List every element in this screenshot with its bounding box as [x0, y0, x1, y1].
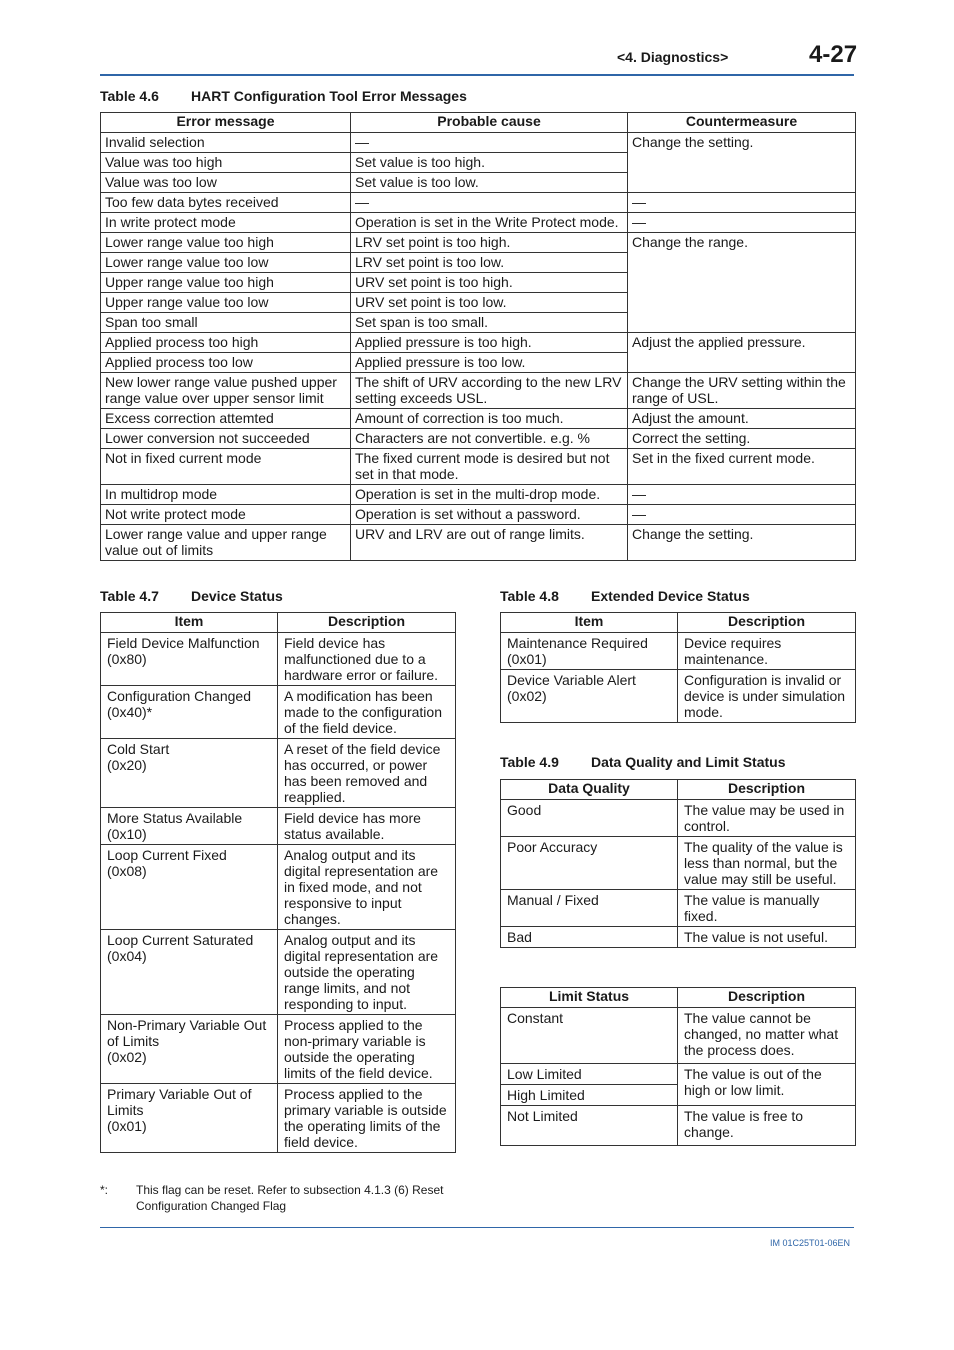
description: The value may be used in control.	[678, 800, 856, 837]
probable-cause: Applied pressure is too high.	[351, 333, 628, 353]
table-row	[101, 808, 456, 845]
table-row	[101, 233, 856, 253]
col-data-quality: Data Quality	[501, 780, 678, 800]
item: More Status Available (0x10)	[101, 808, 278, 845]
table-4-6-caption	[100, 88, 467, 104]
description: Field device has more status available.	[278, 808, 456, 845]
table-row	[501, 927, 856, 948]
error-message: Lower range value and upper range value out of limits	[101, 525, 351, 561]
table-4-7-caption	[100, 588, 283, 604]
table-4-8-caption	[500, 588, 750, 604]
data-quality: Bad	[501, 927, 678, 948]
countermeasure: Adjust the amount.	[628, 409, 856, 429]
limit-status: High Limited	[501, 1085, 678, 1106]
table-row	[101, 193, 856, 213]
description: The value cannot be changed, no matter what the process does.	[678, 1008, 856, 1064]
extended-device-status-table	[500, 612, 856, 723]
error-message: Lower range value too high	[101, 233, 351, 253]
table-row	[101, 213, 856, 233]
table-row	[101, 845, 456, 930]
table-row	[101, 739, 456, 808]
table-row	[501, 1064, 856, 1085]
table-title: Device Status	[191, 588, 283, 604]
item: Loop Current Fixed (0x08)	[101, 845, 278, 930]
countermeasure: Change the setting.	[628, 133, 856, 193]
description: A reset of the field device has occurred, or power has been removed and reapplied.	[278, 739, 456, 808]
description: Device requires maintenance.	[678, 633, 856, 670]
footnote-text: This flag can be reset. Refer to subsection 4.1.3 (6) Reset Configuration Changed Flag	[136, 1183, 444, 1213]
table-row	[501, 670, 856, 723]
col-item: Item	[501, 613, 678, 633]
item: Configuration Changed (0x40)*	[101, 686, 278, 739]
col-description: Description	[678, 988, 856, 1008]
table-title: Data Quality and Limit Status	[591, 754, 786, 770]
table-number: Table 4.6	[100, 88, 159, 104]
footnote-mark: *:	[100, 1183, 109, 1197]
table-row	[101, 1015, 456, 1084]
table-row	[501, 1008, 856, 1064]
description: A modification has been made to the configuration of the field device.	[278, 686, 456, 739]
col-limit-status: Limit Status	[501, 988, 678, 1008]
probable-cause: The fixed current mode is desired but not set in that mode.	[351, 449, 628, 485]
item: Device Variable Alert (0x02)	[501, 670, 678, 723]
header-rule	[100, 74, 854, 76]
probable-cause: URV and LRV are out of range limits.	[351, 525, 628, 561]
data-quality: Manual / Fixed	[501, 890, 678, 927]
col-item: Item	[101, 613, 278, 633]
limit-status: Not Limited	[501, 1106, 678, 1146]
table-row	[101, 429, 856, 449]
error-message: Applied process too low	[101, 353, 351, 373]
limit-status-table	[500, 987, 856, 1146]
error-message: Applied process too high	[101, 333, 351, 353]
description: The value is out of the high or low limit.	[678, 1064, 856, 1106]
countermeasure: Change the range.	[628, 233, 856, 333]
table-number: Table 4.8	[500, 588, 559, 604]
error-message: New lower range value pushed upper range value over upper sensor limit	[101, 373, 351, 409]
item: Maintenance Required (0x01)	[501, 633, 678, 670]
description: The value is free to change.	[678, 1106, 856, 1146]
error-message: Not write protect mode	[101, 505, 351, 525]
item: Primary Variable Out of Limits (0x01)	[101, 1084, 278, 1153]
table-row	[101, 930, 456, 1015]
item: Loop Current Saturated (0x04)	[101, 930, 278, 1015]
limit-status: Constant	[501, 1008, 678, 1064]
col-description: Description	[678, 780, 856, 800]
error-message: Not in fixed current mode	[101, 449, 351, 485]
description: Process applied to the non-primary variable is outside the operating limits of the field device.	[278, 1015, 456, 1084]
countermeasure: Set in the fixed current mode.	[628, 449, 856, 485]
item: Non-Primary Variable Out of Limits (0x02)	[101, 1015, 278, 1084]
countermeasure: Change the URV setting within the range of USL.	[628, 373, 856, 409]
table-row	[501, 1106, 856, 1146]
description: The value is not useful.	[678, 927, 856, 948]
probable-cause: Set value is too low.	[351, 173, 628, 193]
error-message: Value was too low	[101, 173, 351, 193]
probable-cause: The shift of URV according to the new LRV setting exceeds USL.	[351, 373, 628, 409]
table-row	[101, 505, 856, 525]
section-title: <4. Diagnostics>	[617, 49, 729, 65]
data-quality: Poor Accuracy	[501, 837, 678, 890]
countermeasure: —	[628, 485, 856, 505]
probable-cause: LRV set point is too low.	[351, 253, 628, 273]
table-row	[101, 633, 456, 686]
description: The quality of the value is less than normal, but the value may still be useful.	[678, 837, 856, 890]
table-row	[101, 133, 856, 153]
table-title: HART Configuration Tool Error Messages	[191, 88, 467, 104]
probable-cause: Operation is set without a password.	[351, 505, 628, 525]
error-message: Lower range value too low	[101, 253, 351, 273]
probable-cause: Operation is set in the multi-drop mode.	[351, 485, 628, 505]
description: Analog output and its digital representation are in fixed mode, and not responsive to input changes.	[278, 845, 456, 930]
table-row	[501, 800, 856, 837]
probable-cause: Operation is set in the Write Protect mode.	[351, 213, 628, 233]
col-countermeasure: Countermeasure	[628, 113, 856, 133]
col-probable-cause: Probable cause	[351, 113, 628, 133]
hart-error-table	[100, 112, 856, 561]
data-quality: Good	[501, 800, 678, 837]
table-row	[101, 525, 856, 561]
device-status-table	[100, 612, 456, 1153]
error-message: Invalid selection	[101, 133, 351, 153]
table-row	[101, 485, 856, 505]
description: The value is manually fixed.	[678, 890, 856, 927]
table-row	[101, 333, 856, 353]
document-id: IM 01C25T01-06EN	[770, 1238, 851, 1248]
error-message: Excess correction attemted	[101, 409, 351, 429]
countermeasure: —	[628, 193, 856, 213]
error-message: Span too small	[101, 313, 351, 333]
col-error-message: Error message	[101, 113, 351, 133]
countermeasure: Change the setting.	[628, 525, 856, 561]
countermeasure: Adjust the applied pressure.	[628, 333, 856, 373]
probable-cause: Set span is too small.	[351, 313, 628, 333]
table-row	[101, 449, 856, 485]
item: Cold Start (0x20)	[101, 739, 278, 808]
table-row	[501, 837, 856, 890]
table-4-9-caption	[500, 754, 785, 770]
countermeasure: Correct the setting.	[628, 429, 856, 449]
error-message: In write protect mode	[101, 213, 351, 233]
probable-cause: URV set point is too low.	[351, 293, 628, 313]
error-message: Upper range value too low	[101, 293, 351, 313]
table-row	[501, 633, 856, 670]
table-number: Table 4.9	[500, 754, 559, 770]
table-row	[101, 373, 856, 409]
description: Configuration is invalid or device is under simulation mode.	[678, 670, 856, 723]
description: Process applied to the primary variable is outside the operating limits of the field device.	[278, 1084, 456, 1153]
probable-cause: —	[351, 133, 628, 153]
error-message: In multidrop mode	[101, 485, 351, 505]
table-number: Table 4.7	[100, 588, 159, 604]
description: Field device has malfunctioned due to a hardware error or failure.	[278, 633, 456, 686]
probable-cause: Set value is too high.	[351, 153, 628, 173]
limit-status: Low Limited	[501, 1064, 678, 1085]
item: Field Device Malfunction (0x80)	[101, 633, 278, 686]
error-message: Too few data bytes received	[101, 193, 351, 213]
error-message: Value was too high	[101, 153, 351, 173]
probable-cause: Characters are not convertible. e.g. %	[351, 429, 628, 449]
probable-cause: Applied pressure is too low.	[351, 353, 628, 373]
table-row	[501, 890, 856, 927]
countermeasure: —	[628, 505, 856, 525]
error-message: Upper range value too high	[101, 273, 351, 293]
probable-cause: URV set point is too high.	[351, 273, 628, 293]
page-number: 4-27	[809, 41, 858, 68]
error-message: Lower conversion not succeeded	[101, 429, 351, 449]
table-row	[101, 1084, 456, 1153]
footer-rule	[100, 1227, 854, 1228]
probable-cause: —	[351, 193, 628, 213]
table-row	[101, 686, 456, 739]
col-description: Description	[678, 613, 856, 633]
probable-cause: Amount of correction is too much.	[351, 409, 628, 429]
countermeasure: —	[628, 213, 856, 233]
col-description: Description	[278, 613, 456, 633]
data-quality-table	[500, 779, 856, 948]
description: Analog output and its digital representation are outside the operating range limits, and not responding to input.	[278, 930, 456, 1015]
probable-cause: LRV set point is too high.	[351, 233, 628, 253]
table-row	[101, 409, 856, 429]
table-title: Extended Device Status	[591, 588, 750, 604]
